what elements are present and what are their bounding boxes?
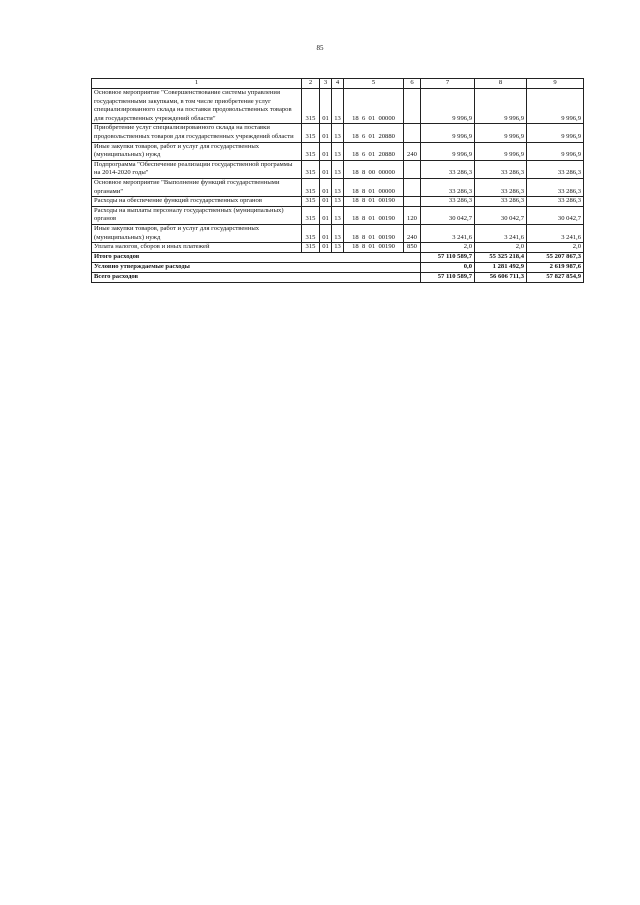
amount-col-7: 9 996,9	[421, 142, 475, 160]
amount-col-9: 9 996,9	[527, 142, 584, 160]
column-header: 9	[527, 79, 584, 89]
total-row	[92, 262, 584, 272]
admin-code: 315	[302, 206, 320, 224]
total-col-7: 0,0	[421, 262, 475, 272]
total-label: Всего расходов	[92, 272, 421, 282]
total-col-7: 57 110 589,7	[421, 252, 475, 262]
subsection-code: 13	[332, 89, 344, 124]
total-col-9: 57 827 854,9	[527, 272, 584, 282]
target-article-code: 18 6 01 20880	[344, 124, 404, 142]
amount-col-8: 30 042,7	[475, 206, 527, 224]
total-col-8: 55 325 218,4	[475, 252, 527, 262]
expense-type-code	[404, 89, 421, 124]
amount-col-8: 33 286,3	[475, 197, 527, 207]
amount-col-7: 33 286,3	[421, 178, 475, 196]
subsection-code: 13	[332, 124, 344, 142]
target-article-code: 18 8 01 00190	[344, 197, 404, 207]
row-name: Иные закупки товаров, работ и услуг для государственных (муниципальных) нужд	[92, 224, 302, 242]
total-col-8: 56 606 711,3	[475, 272, 527, 282]
column-header: 3	[320, 79, 332, 89]
row-name: Иные закупки товаров, работ и услуг для государственных (муниципальных) нужд	[92, 142, 302, 160]
section-code: 01	[320, 124, 332, 142]
amount-col-8: 9 996,9	[475, 142, 527, 160]
amount-col-7: 9 996,9	[421, 89, 475, 124]
column-header: 6	[404, 79, 421, 89]
total-label: Итого расходов	[92, 252, 421, 262]
admin-code: 315	[302, 142, 320, 160]
total-col-8: 1 281 492,9	[475, 262, 527, 272]
section-code: 01	[320, 243, 332, 253]
amount-col-9: 9 996,9	[527, 89, 584, 124]
amount-col-9: 3 241,6	[527, 224, 584, 242]
row-name: Подпрограмма "Обеспечение реализации государственной программы на 2014-2020 годы"	[92, 160, 302, 178]
section-code: 01	[320, 206, 332, 224]
target-article-code: 18 8 01 00190	[344, 243, 404, 253]
expense-type-code: 240	[404, 224, 421, 242]
amount-col-9: 33 286,3	[527, 178, 584, 196]
budget-table	[91, 78, 584, 283]
amount-col-8: 33 286,3	[475, 160, 527, 178]
expense-type-code	[404, 160, 421, 178]
amount-col-7: 2,0	[421, 243, 475, 253]
admin-code: 315	[302, 178, 320, 196]
table-row	[92, 142, 584, 160]
amount-col-9: 33 286,3	[527, 197, 584, 207]
section-code: 01	[320, 178, 332, 196]
amount-col-9: 33 286,3	[527, 160, 584, 178]
column-header: 8	[475, 79, 527, 89]
subsection-code: 13	[332, 178, 344, 196]
row-name: Приобретение услуг специализированного склада на поставки продовольственных товаров для государственных учреждений области	[92, 124, 302, 142]
admin-code: 315	[302, 124, 320, 142]
target-article-code: 18 8 00 00000	[344, 160, 404, 178]
column-header: 4	[332, 79, 344, 89]
admin-code: 315	[302, 243, 320, 253]
expense-type-code	[404, 178, 421, 196]
expense-type-code	[404, 124, 421, 142]
target-article-code: 18 8 01 00190	[344, 224, 404, 242]
admin-code: 315	[302, 197, 320, 207]
admin-code: 315	[302, 224, 320, 242]
row-name: Основное мероприятие "Выполнение функций государственными органами"	[92, 178, 302, 196]
amount-col-9: 9 996,9	[527, 124, 584, 142]
target-article-code: 18 8 01 00000	[344, 178, 404, 196]
subsection-code: 13	[332, 206, 344, 224]
admin-code: 315	[302, 89, 320, 124]
table-row	[92, 243, 584, 253]
amount-col-8: 9 996,9	[475, 89, 527, 124]
section-code: 01	[320, 89, 332, 124]
subsection-code: 13	[332, 243, 344, 253]
table-row	[92, 124, 584, 142]
table-row	[92, 160, 584, 178]
row-name: Основное мероприятие "Совершенствование системы управления государственными закупками, в том числе приобретение услуг специализированного склада на поставки продовольственных товаров для государственных учреждений области"	[92, 89, 302, 124]
total-row	[92, 272, 584, 282]
amount-col-8: 33 286,3	[475, 178, 527, 196]
subsection-code: 13	[332, 160, 344, 178]
table-row	[92, 206, 584, 224]
amount-col-7: 9 996,9	[421, 124, 475, 142]
amount-col-7: 33 286,3	[421, 197, 475, 207]
total-col-9: 2 619 987,6	[527, 262, 584, 272]
target-article-code: 18 6 01 20880	[344, 142, 404, 160]
target-article-code: 18 8 01 00190	[344, 206, 404, 224]
amount-col-7: 30 042,7	[421, 206, 475, 224]
amount-col-8: 3 241,6	[475, 224, 527, 242]
row-name: Расходы на выплаты персоналу государственных (муниципальных) органов	[92, 206, 302, 224]
subsection-code: 13	[332, 224, 344, 242]
expense-type-code: 850	[404, 243, 421, 253]
row-name: Расходы на обеспечение функций государственных органов	[92, 197, 302, 207]
table-row	[92, 224, 584, 242]
page-number: 85	[316, 44, 324, 52]
subsection-code: 13	[332, 142, 344, 160]
target-article-code: 18 6 01 00000	[344, 89, 404, 124]
table-row	[92, 89, 584, 124]
column-header: 5	[344, 79, 404, 89]
total-label: Условно утверждаемые расходы	[92, 262, 421, 272]
section-code: 01	[320, 142, 332, 160]
section-code: 01	[320, 160, 332, 178]
total-col-9: 55 207 867,3	[527, 252, 584, 262]
amount-col-7: 33 286,3	[421, 160, 475, 178]
row-name: Уплата налогов, сборов и иных платежей	[92, 243, 302, 253]
column-header: 1	[92, 79, 302, 89]
table-header-row	[92, 79, 584, 89]
expense-type-code: 240	[404, 142, 421, 160]
subsection-code: 13	[332, 197, 344, 207]
column-header: 7	[421, 79, 475, 89]
section-code: 01	[320, 197, 332, 207]
total-row	[92, 252, 584, 262]
section-code: 01	[320, 224, 332, 242]
amount-col-9: 2,0	[527, 243, 584, 253]
admin-code: 315	[302, 160, 320, 178]
table-row	[92, 178, 584, 196]
amount-col-7: 3 241,6	[421, 224, 475, 242]
expense-type-code: 120	[404, 206, 421, 224]
amount-col-8: 9 996,9	[475, 124, 527, 142]
column-header: 2	[302, 79, 320, 89]
amount-col-9: 30 042,7	[527, 206, 584, 224]
expense-type-code	[404, 197, 421, 207]
total-col-7: 57 110 589,7	[421, 272, 475, 282]
amount-col-8: 2,0	[475, 243, 527, 253]
table-row	[92, 197, 584, 207]
